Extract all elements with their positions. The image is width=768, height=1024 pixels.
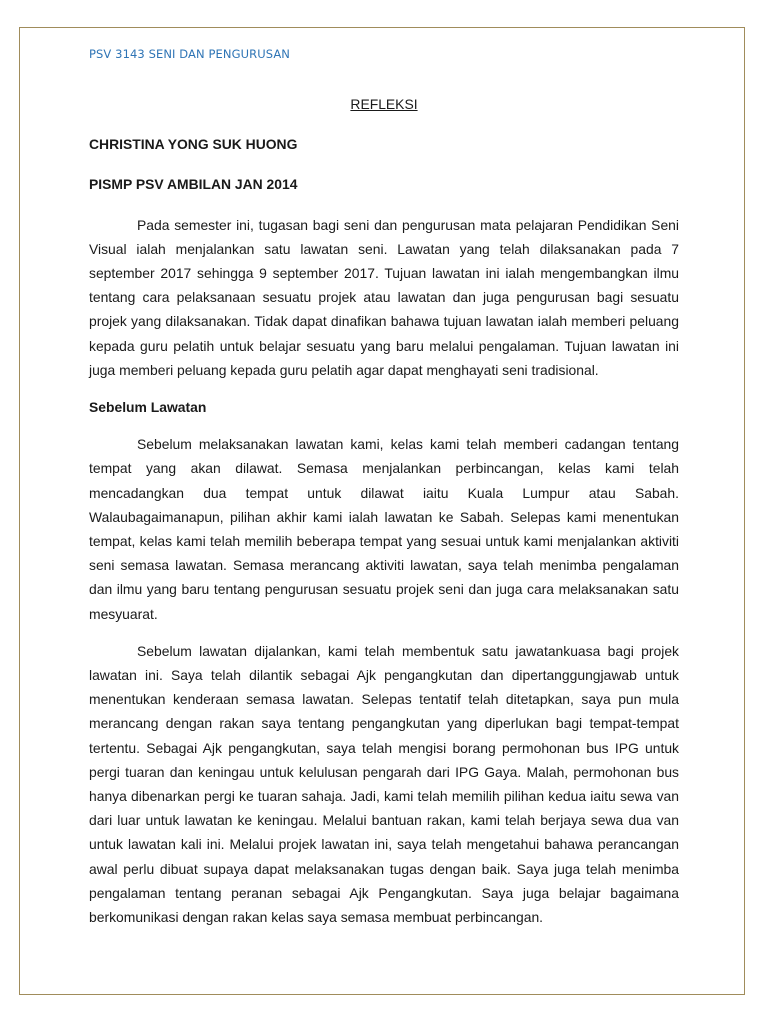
section-heading: Sebelum Lawatan xyxy=(89,399,207,416)
intro-paragraph: Pada semester ini, tugasan bagi seni dan pengurusan mata pelajaran Pendidikan Seni Visual ialah menjalankan satu lawatan seni. Lawatan yang telah dilaksanakan pada 7 september 2017 sehingga 9 september 2017. Tujuan lawatan ini ialah mengembangkan ilmu tentang cara pelaksanaan sesuatu projek atau lawatan dan juga pengurusan bagi sesuatu projek yang dilaksanakan. Tidak dapat dinafikan bahawa tujuan lawatan ialah memberi peluang kepada guru pelatih untuk belajar sesuatu yang baru melalui pengalaman. Tujuan lawatan ini juga memberi peluang kepada guru pelatih agar dapat menghayati seni tradisional. xyxy=(89,216,679,378)
section-paragraph-1: Sebelum melaksanakan lawatan kami, kelas kami telah memberi cadangan tentang tempat yang akan dilawat. Semasa menjalankan perbincangan, kelas kami telah mencadangkan dua tempat untuk dilawat iaitu Kuala Lumpur atau Sabah. Walaubagaimanapun, pilihan akhir kami ialah lawatan ke Sabah. Selepas kami menentukan tempat, kelas kami telah memilih beberapa tempat yang sesuai untuk kami menjalankan aktiviti seni semasa lawatan. Semasa merancang aktiviti lawatan, saya telah menimba pengalaman dan ilmu yang baru tentang pengurusan sesuatu projek seni dan juga cara melaksanakan satu mesyuarat. xyxy=(89,436,679,622)
page-header-course: PSV 3143 SENI DAN PENGURUSAN xyxy=(89,47,290,61)
document-title: REFLEKSI xyxy=(350,96,418,112)
author-name: CHRISTINA YONG SUK HUONG xyxy=(89,136,298,153)
program-name: PISMP PSV AMBILAN JAN 2014 xyxy=(89,176,298,193)
section-paragraph-2: Sebelum lawatan dijalankan, kami telah membentuk satu jawatankuasa bagi projek lawatan ini. Saya telah dilantik sebagai Ajk pengangkutan dan dipertanggungjawab untuk menentukan kenderaan semasa lawatan. Selepas tentatif telah ditetapkan, saya pun mula merancang dengan rakan saya tentang pengangkutan yang diperlukan bagi tempat-tempat tertentu. Sebagai Ajk pengangkutan, saya telah mengisi borang permohonan bus IPG untuk pergi tuaran dan keningau untuk kelulusan pengarah dari IPG Gaya. Malah, permohonan bus hanya dibenarkan pergi ke tuaran sahaja. Jadi, kami telah memilih pilihan kedua iaitu sewa van dari luar untuk lawatan ke keningau. Melalui bantuan rakan, kami telah berjaya sewa dua van untuk lawatan kali ini. Melalui projek lawatan ini, saya telah mengetahui bahawa perancangan awal perlu dibuat supaya dapat melaksanakan tugas dengan baik. Saya juga telah menimba pengalaman tentang peranan sebagai Ajk Pengangkutan. Saya juga belajar bagaimana berkomunikasi dengan rakan kelas saya semasa membuat perbincangan. xyxy=(89,642,679,926)
document-body xyxy=(89,92,679,942)
